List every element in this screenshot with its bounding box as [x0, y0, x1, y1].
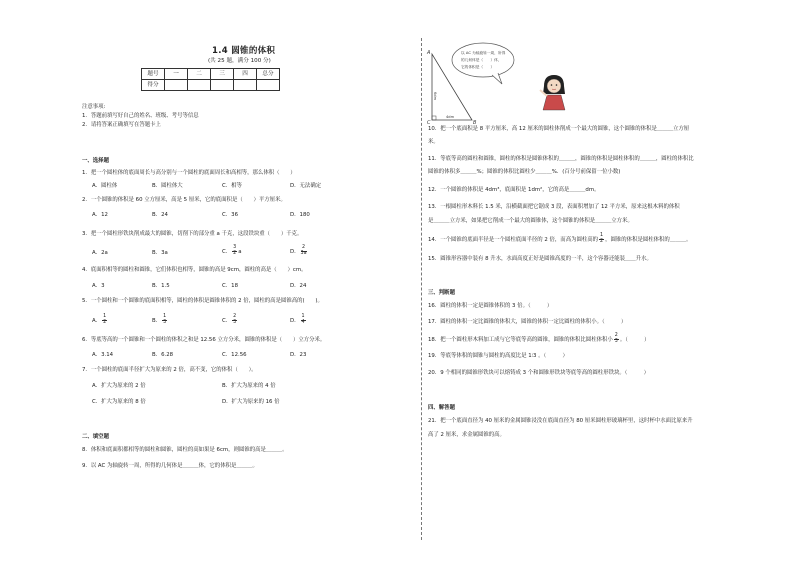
fraction-numerator: 1 — [103, 314, 107, 319]
fraction — [162, 315, 167, 326]
question-stem: 7．一个圆柱的底面半径扩大为原来的 2 倍，高不变，它的体积（ ）。 — [82, 367, 257, 373]
section-heading: 四、解答题 — [428, 405, 455, 411]
score-header-cell: 总分 — [257, 69, 280, 80]
fraction-numerator: 2 — [302, 245, 306, 250]
section-heading: 一、选择题 — [82, 158, 109, 164]
option[interactable]: A．12 — [92, 212, 108, 218]
fraction-numerator: 3 — [233, 245, 237, 250]
question-stem: 1．把一个圆柱体的底面周长与高分别与一个圆柱的底面周长和高相等，那么体积（ ） — [82, 170, 296, 176]
option[interactable]: D．24 — [290, 283, 307, 289]
score-header-cell: 一 — [165, 69, 188, 80]
question-stem: 20．9 个相同的圆锥形铁块可以熔铸成 3 个和圆锥形铁块等底等高的圆柱形铁块。（ ） — [428, 370, 650, 376]
option[interactable]: A．3 — [92, 283, 105, 289]
option[interactable]: A．2a — [92, 250, 108, 256]
option[interactable]: B．3a — [152, 250, 168, 256]
girl-dress — [543, 95, 565, 110]
bubble-text-line: 以 AC 为轴旋转一周，所得 — [461, 51, 506, 55]
option[interactable]: D．无法确定 — [290, 183, 322, 189]
option[interactable]: A．圆柱体 — [92, 183, 118, 189]
option-letter: D． — [290, 317, 300, 324]
fraction — [301, 246, 307, 257]
option[interactable]: B．扩大为原来的 4 倍 — [222, 383, 276, 389]
fraction — [301, 315, 306, 326]
option[interactable]: C．18 — [222, 283, 239, 289]
fraction-denominator: 3 — [163, 319, 167, 325]
question-stem: 圆锥的体积多＿＿＿%；圆锥的体积比圆柱少＿＿＿%．(百分号前保留一位小数) — [428, 169, 621, 175]
score-row-label: 得分 — [142, 80, 165, 91]
question-text: ，圆锥的体积是圆柱体积的＿＿＿。 — [605, 236, 692, 243]
speech-bubble — [450, 40, 520, 86]
vertex-label-a: A — [427, 50, 431, 56]
girl-eye — [551, 84, 553, 86]
option[interactable]: C．相等 — [222, 183, 242, 189]
score-cell[interactable] — [165, 80, 188, 91]
notice-item: 1．答题前填写好自己的姓名、班级、考号等信息 — [82, 113, 199, 119]
option-letter: A． — [92, 317, 102, 324]
option[interactable]: D．23 — [290, 352, 307, 358]
option[interactable]: A．3.14 — [92, 352, 114, 358]
girl-eye — [556, 84, 558, 86]
question-stem: 3．把一个圆柱形铁块削成最大的圆锥，切削下的部分重 a 千克，这段铁块重（ ）千克。 — [82, 231, 303, 237]
question-stem: 是＿＿＿立方米，如果把它削成一个最大的圆锥体，这个圆锥的体积是＿＿＿立方米。 — [428, 218, 633, 224]
fraction — [232, 246, 237, 257]
section-heading: 三、判断题 — [428, 290, 455, 296]
option-letter: D． — [290, 248, 300, 255]
option-letter: B． — [152, 317, 162, 324]
fraction — [599, 234, 604, 245]
option[interactable] — [290, 246, 308, 257]
vertex-label-b: B — [473, 120, 477, 125]
question-stem: 2．一个圆锥的体积是 60 立方厘米，高是 5 厘米，它的底面积是（ ）平方厘米。 — [82, 197, 286, 203]
option[interactable]: C．扩大为原来的 8 倍 — [92, 399, 146, 405]
score-header-cell: 四 — [234, 69, 257, 80]
question-stem: 16．圆柱的体积一定是圆锥体积的 3 倍。（ ） — [428, 303, 553, 309]
option[interactable]: C．12.56 — [222, 352, 247, 358]
score-header-cell: 二 — [188, 69, 211, 80]
score-cell[interactable] — [234, 80, 257, 91]
fraction-denominator: 4 — [301, 319, 305, 325]
score-header-cell: 题号 — [142, 69, 165, 80]
question-stem: 19．等底等体积的圆锥与圆柱的高度比是 1∶3 。（ ） — [428, 353, 568, 359]
question-stem: 9．以 AC 为轴旋转一周，所得的几何体是＿＿＿体，它的体积是＿＿＿。 — [82, 463, 258, 469]
score-cell[interactable] — [188, 80, 211, 91]
page-subtitle: (共 25 题，满分 100 分) — [208, 58, 271, 64]
notice-item: 2．请将答案正确填写在答题卡上 — [82, 122, 161, 128]
question-stem — [428, 334, 649, 345]
fraction-numerator: 2 — [233, 314, 237, 319]
bubble-tail — [492, 73, 502, 84]
fraction-numerator: 1 — [600, 233, 604, 238]
option[interactable]: D．扩大为原来的 16 倍 — [222, 399, 280, 405]
option[interactable]: C．36 — [222, 212, 239, 218]
fraction-denominator: 3 — [614, 338, 618, 344]
base-length-label: 4dm — [446, 115, 455, 119]
score-cell[interactable] — [257, 80, 280, 91]
option[interactable]: B．24 — [152, 212, 168, 218]
fraction — [102, 315, 107, 326]
question-stem: 21．把一个底面直径为 40 厘米的金属圆锥浸没在底面直径为 80 厘米圆柱形玻璃杯里，这时杯中水面比原来升 — [428, 418, 693, 424]
bubble-text-line: 它的体积是（ ） — [461, 65, 495, 69]
girl-illustration — [536, 72, 572, 112]
option[interactable] — [222, 246, 242, 257]
question-stem: 11．等底等高的圆柱和圆锥，圆柱的体积是圆锥体积的＿＿＿，圆锥的体积是圆柱体积的＿＿＿，圆柱的体积比 — [428, 156, 694, 162]
option[interactable]: A．扩大为原来的 2 倍 — [92, 383, 146, 389]
option[interactable]: B．1.5 — [152, 283, 170, 289]
option[interactable] — [290, 315, 307, 326]
option-suffix: a — [238, 248, 242, 255]
score-table — [141, 68, 280, 91]
option[interactable]: B．6.28 — [152, 352, 174, 358]
fraction-numerator: 1 — [301, 314, 305, 319]
question-stem: 4．底面积相等的圆柱和圆锥，它们体积也相等，圆锥的高是 9cm，圆柱的高是（ ）cm。 — [82, 267, 307, 273]
fraction-numerator: 1 — [163, 314, 167, 319]
fraction-denominator: 2 — [233, 250, 237, 256]
option[interactable]: B．圆柱体大 — [152, 183, 183, 189]
fraction-denominator: 2 — [600, 238, 604, 244]
fraction-denominator: 3a — [300, 250, 307, 256]
option[interactable]: D．180 — [290, 212, 310, 218]
question-stem: 米。 — [428, 139, 439, 145]
notice-heading: 注意事项: — [82, 104, 106, 110]
option-letter: C． — [222, 317, 232, 324]
score-cell[interactable] — [211, 80, 234, 91]
question-stem — [428, 234, 691, 245]
page-title: 1.4 圆锥的体积 — [212, 46, 276, 56]
question-stem: 10．把一个底面积是 8 平方厘米，高 12 厘米的圆柱体削成一个最大的圆锥，这个圆锥的体积是＿＿＿立方厘 — [428, 126, 690, 132]
option-letter: C． — [222, 248, 232, 255]
question-text: 18．把一个圆柱形木料加工成与它等底等高的圆锥，圆锥的体积比圆柱体积小 — [428, 336, 613, 343]
vertex-label-c: C — [427, 120, 431, 125]
question-stem: 5．一个圆柱和一个圆锥的底面积相等，圆柱的体积是圆锥体积的 2 倍，圆柱的高是圆锥高的( )。 — [82, 298, 323, 304]
right-angle-mark — [432, 116, 436, 120]
question-text: 。（ ） — [619, 336, 650, 343]
side-length-label: 6dm — [433, 92, 437, 101]
fraction-denominator: 3 — [233, 319, 237, 325]
question-stem: 17．圆柱的体积一定比圆锥的体积大，圆锥的体积一定比圆柱的体积小。（ ） — [428, 319, 627, 325]
option[interactable] — [92, 315, 108, 326]
fraction-denominator: 2 — [103, 319, 107, 325]
section-heading: 二、填空题 — [82, 434, 109, 440]
question-stem: 6．等底等高的一个圆锥和一个圆柱的体积之和是 12.56 立方分米，圆锥的体积是（ ）立方分米。 — [82, 337, 326, 343]
question-stem: 8．体积和底面积都相等的圆柱和圆锥，圆柱的高如果是 6cm，则圆锥的高是＿＿＿。 — [82, 447, 288, 453]
fraction — [232, 315, 237, 326]
question-text: 14．一个圆锥的底面半径是一个圆柱底面半径的 2 倍，而高为圆柱高的 — [428, 236, 599, 243]
bubble-text-line: 的几何体是（ ）体， — [461, 58, 502, 62]
question-stem: 12．一个圆锥的体积是 4dm³，底面积是 1dm²，它的高是＿＿＿dm。 — [428, 187, 600, 193]
girl-face — [547, 79, 561, 93]
option[interactable] — [152, 315, 168, 326]
question-stem: 13．一根圆柱形木料长 1.5 米，沿横截面把它锯成 3 段，表面积增加了 12 平方米，原来这根木料的体积 — [428, 204, 680, 210]
option[interactable] — [222, 315, 238, 326]
fraction — [614, 334, 619, 345]
question-stem: 15．圆锥形容器中装有 8 升水，水面高度正好是圆锥高度的一半，这个容器还能装＿＿升水。 — [428, 256, 652, 262]
score-header-cell: 三 — [211, 69, 234, 80]
fraction-numerator: 2 — [614, 333, 618, 338]
question-stem: 高了 2 厘米，求金属圆锥的高。 — [428, 432, 505, 438]
